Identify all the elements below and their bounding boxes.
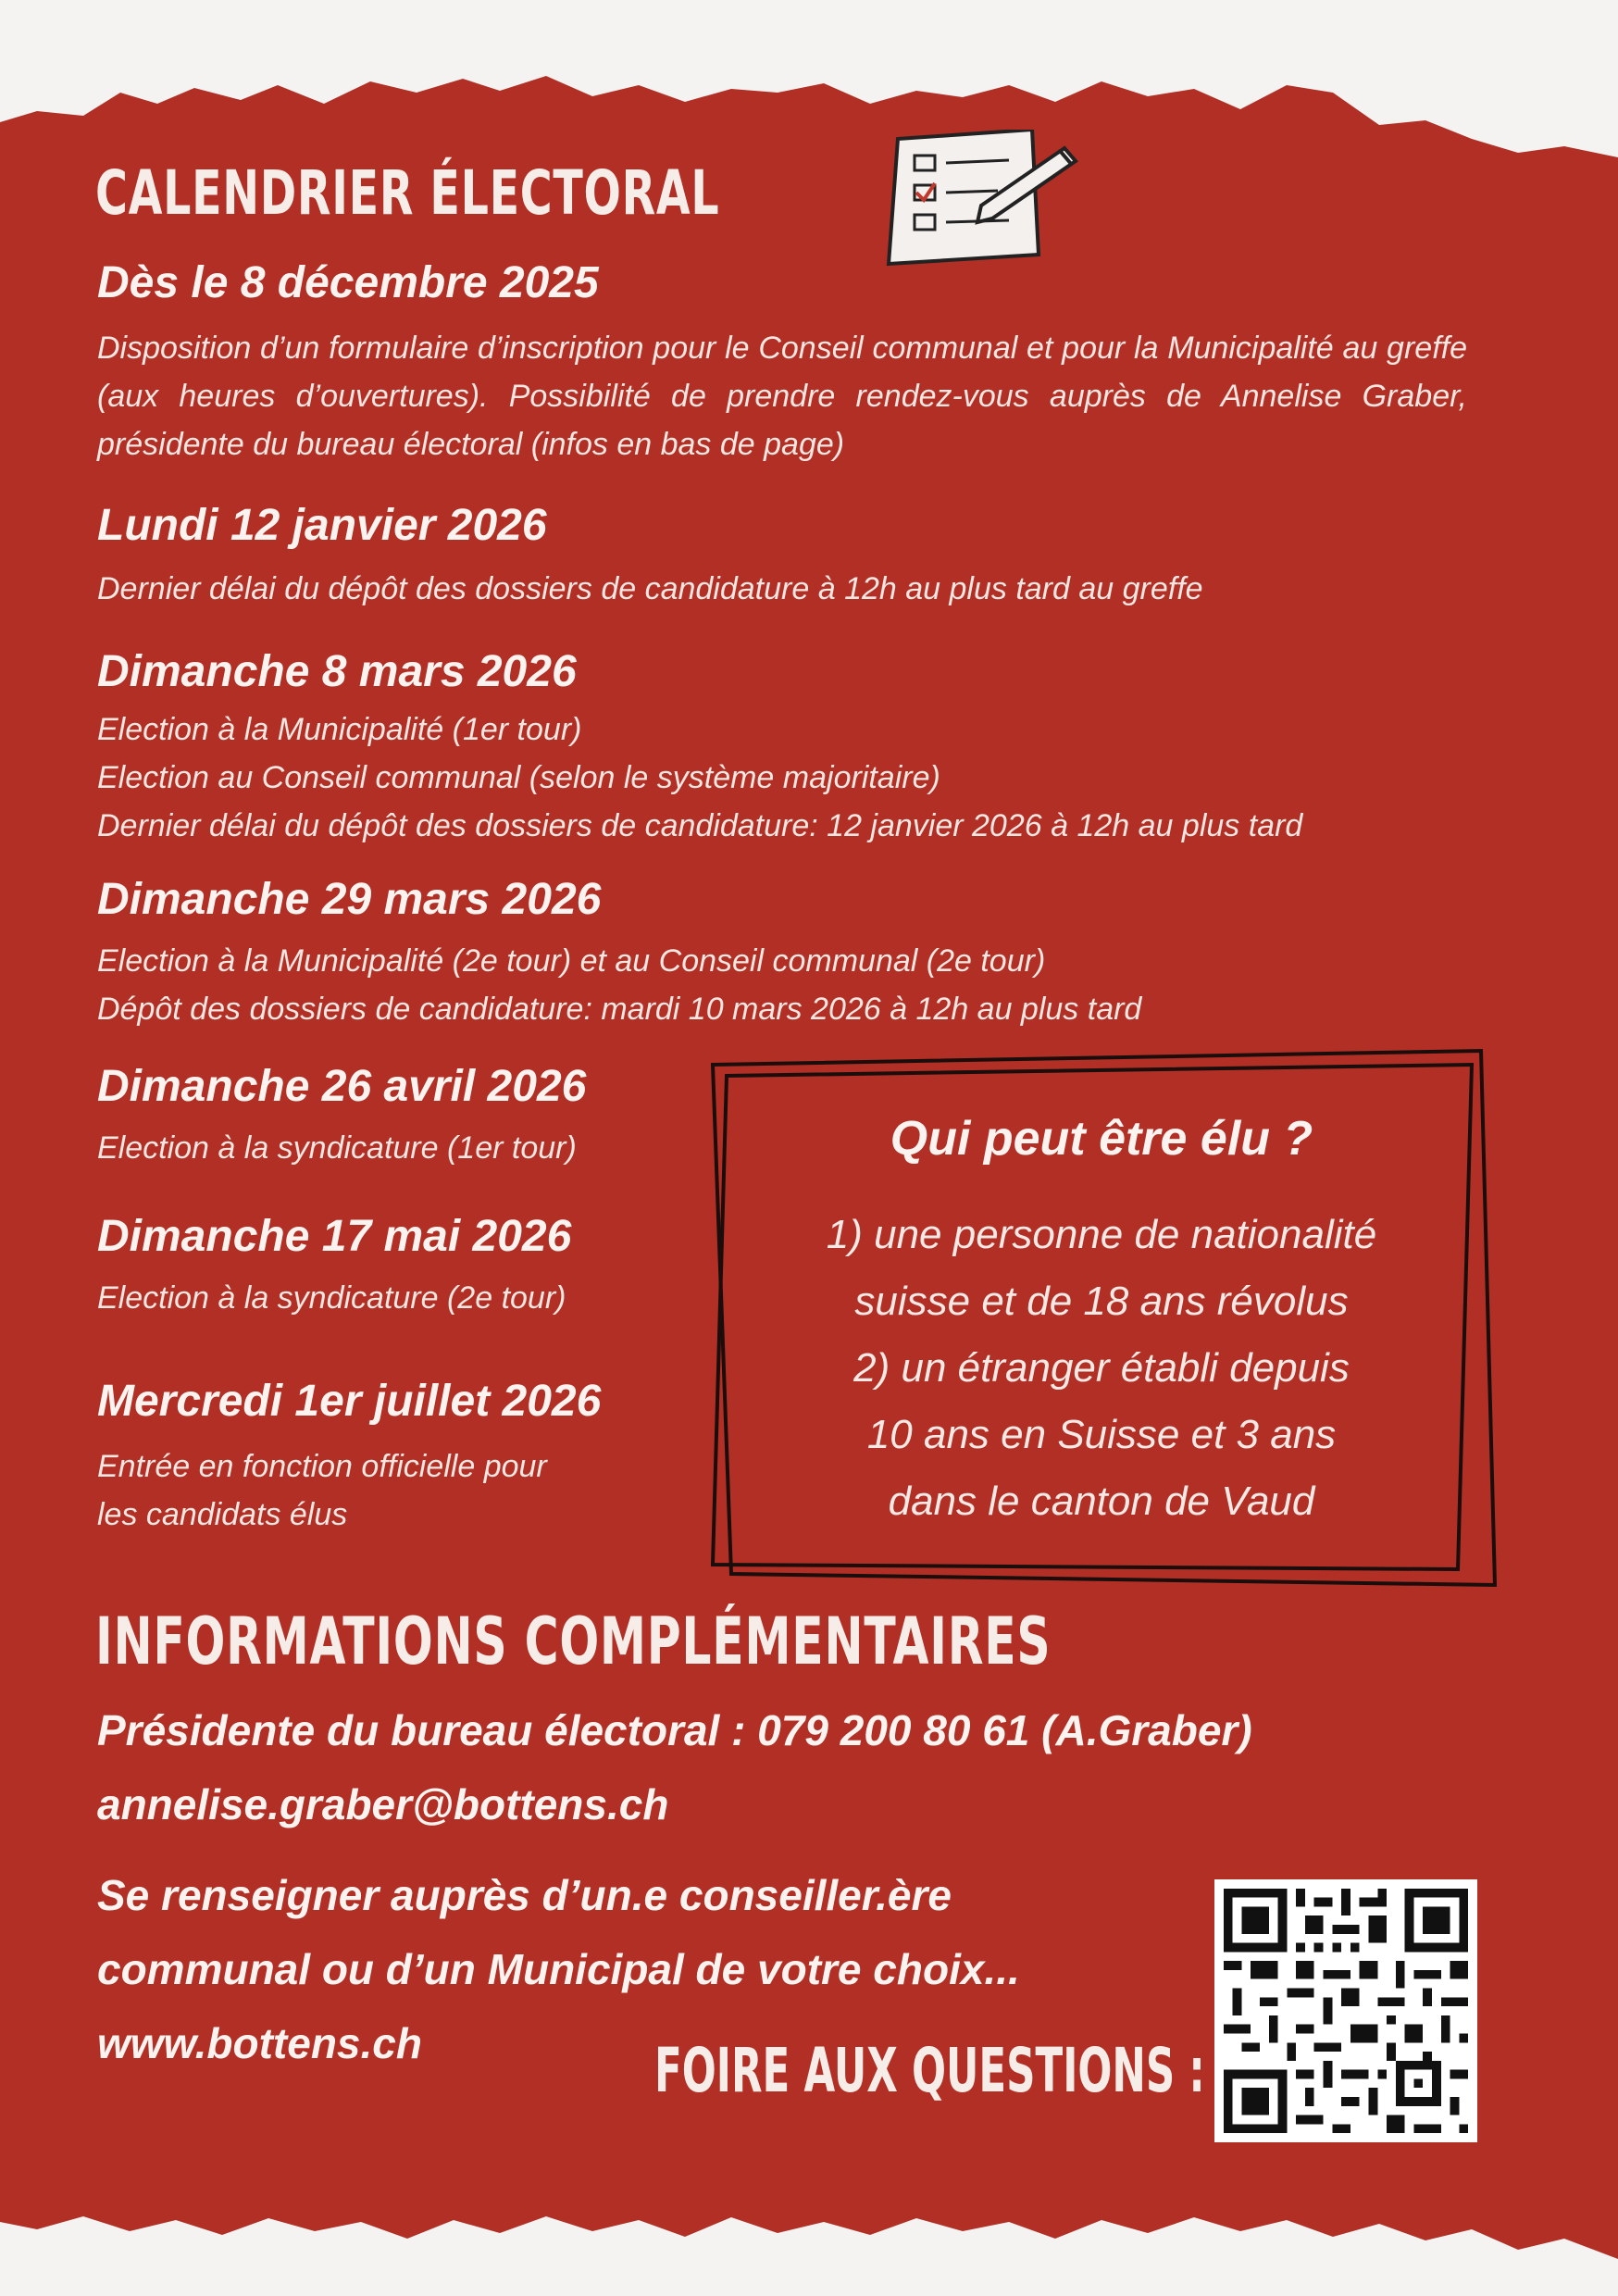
entry-date: Lundi 12 janvier 2026 [97,501,547,550]
advice-text: Se renseigner auprès d’un.e conseiller.ère [97,1871,952,1919]
calendar-title: CALENDRIER ÉLECTORAL [95,157,720,229]
eligibility-line: 2) un étranger établi depuis [853,1345,1350,1391]
entry-description: Election au Conseil communal (selon le système majoritaire) [97,760,940,795]
ballot-checklist-icon [879,130,1101,287]
entry-description: Election à la syndicature (1er tour) [97,1130,577,1166]
entry-description: les candidats élus [97,1497,348,1532]
entry-description: Election à la syndicature (2e tour) [97,1280,566,1316]
entry-description: Dernier délai du dépôt des dossiers de candidature à 12h au plus tard au greffe [97,571,1203,606]
entry-description: Disposition d’un formulaire d’inscription pour le Conseil communal et pour la Municipalité au greffe (aux heures d’ouvertures). Possibilité de prendre rendez-vous auprès de Annelise Graber, présidente du bureau électoral (infos en bas de page) [97,331,1467,462]
entry-date: Dimanche 8 mars 2026 [97,647,577,696]
eligibility-line: 10 ans en Suisse et 3 ans [866,1412,1337,1457]
entry-date: Dimanche 29 mars 2026 [97,875,602,924]
entry-description: Election à la Municipalité (1er tour) [97,712,582,747]
info-title: INFORMATIONS COMPLÉMENTAIRES [95,1603,1052,1679]
faq-label: FOIRE AUX QUESTIONS : [654,2035,1205,2106]
website-link[interactable]: www.bottens.ch [97,2019,422,2067]
eligibility-line: dans le canton de Vaud [888,1479,1315,1524]
president-contact: Présidente du bureau électoral : 079 200 80 61 (A.Graber) [97,1706,1252,1754]
entry-date: Mercredi 1er juillet 2026 [97,1377,602,1426]
eligibility-box [741,1111,1462,1535]
entry-description: Election à la Municipalité (2e tour) et au Conseil communal (2e tour) [97,943,1046,979]
eligibility-title: Qui peut être élu ? [890,1112,1313,1166]
entry-description: Entrée en fonction officielle pour [97,1449,547,1484]
entry-description: Dépôt des dossiers de candidature: mardi 10 mars 2026 à 12h au plus tard [97,992,1142,1027]
entry-date: Dimanche 26 avril 2026 [97,1062,587,1111]
advice-text: communal ou d’un Municipal de votre choix... [97,1945,1020,1993]
entry-description: Dernier délai du dépôt des dossiers de candidature: 12 janvier 2026 à 12h au plus tard [97,808,1303,843]
entry-date: Dimanche 17 mai 2026 [97,1212,572,1261]
eligibility-line: suisse et de 18 ans révolus [854,1279,1349,1324]
email-link[interactable]: annelise.graber@bottens.ch [97,1780,669,1828]
eligibility-line: 1) une personne de nationalité [826,1212,1377,1257]
entry-date: Dès le 8 décembre 2025 [97,258,599,307]
qr-code-icon[interactable] [1214,1879,1477,2142]
